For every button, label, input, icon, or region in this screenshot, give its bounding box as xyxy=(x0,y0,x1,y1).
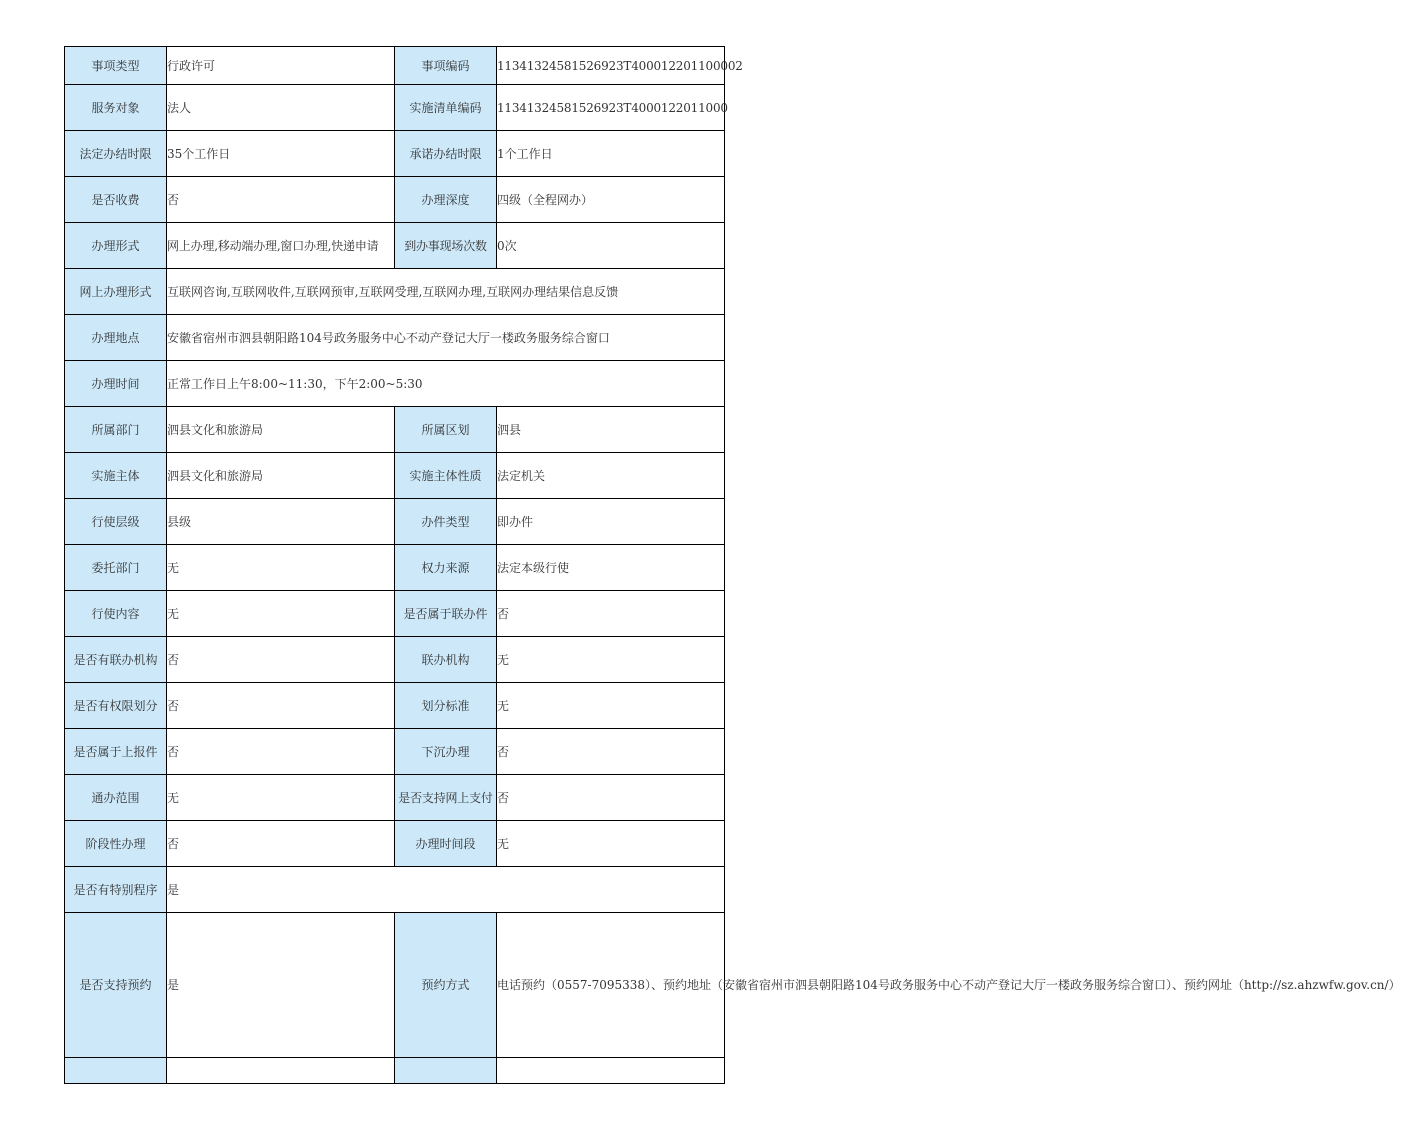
label-cell: 是否属于联办件 xyxy=(395,591,497,637)
value-cell: 正常工作日上午8:00~11:30，下午2:00~5:30 xyxy=(167,361,725,407)
label-cell: 阶段性办理 xyxy=(65,821,167,867)
value-cell: 行政许可 xyxy=(167,47,395,85)
table-row xyxy=(65,85,725,131)
value-cell: 11341324581526923T4000122011000 xyxy=(497,85,725,131)
value-cell: 泗县文化和旅游局 xyxy=(167,453,395,499)
table-row xyxy=(65,47,725,85)
label-cell: 承诺办结时限 xyxy=(395,131,497,177)
label-cell: 服务对象 xyxy=(65,85,167,131)
label-cell: 委托部门 xyxy=(65,545,167,591)
value-cell: 法定机关 xyxy=(497,453,725,499)
label-cell: 所属区划 xyxy=(395,407,497,453)
label-cell: 办理形式 xyxy=(65,223,167,269)
value-cell: 互联网咨询,互联网收件,互联网预审,互联网受理,互联网办理,互联网办理结果信息反馈 xyxy=(167,269,725,315)
value-cell: 县级 xyxy=(167,499,395,545)
value-cell: 否 xyxy=(167,821,395,867)
value-cell: 无 xyxy=(497,637,725,683)
label-cell xyxy=(65,1058,167,1084)
table-row xyxy=(65,545,725,591)
table-row xyxy=(65,499,725,545)
value-cell: 法人 xyxy=(167,85,395,131)
label-cell: 所属部门 xyxy=(65,407,167,453)
label-cell: 网上办理形式 xyxy=(65,269,167,315)
value-cell: 无 xyxy=(497,821,725,867)
value-cell: 即办件 xyxy=(497,499,725,545)
appointment-method-cell: 电话预约（0557-7095338）、预约地址（安徽省宿州市泗县朝阳路104号政务服务中心不动产登记大厅一楼政务服务综合窗口）、预约网址（http://sz.ahzwfw.gov.cn/） xyxy=(497,913,725,1058)
label-cell: 是否支持预约 xyxy=(65,913,167,1058)
value-cell: 1个工作日 xyxy=(497,131,725,177)
label-cell: 实施主体性质 xyxy=(395,453,497,499)
value-cell: 无 xyxy=(167,775,395,821)
table-row xyxy=(65,269,725,315)
table-row xyxy=(65,913,725,1058)
value-cell: 否 xyxy=(167,177,395,223)
label-cell: 法定办结时限 xyxy=(65,131,167,177)
label-cell: 办理地点 xyxy=(65,315,167,361)
value-cell: 否 xyxy=(497,591,725,637)
value-cell: 泗县 xyxy=(497,407,725,453)
table-row xyxy=(65,407,725,453)
table-row xyxy=(65,131,725,177)
label-cell: 事项编码 xyxy=(395,47,497,85)
label-cell: 联办机构 xyxy=(395,637,497,683)
label-cell: 通办范围 xyxy=(65,775,167,821)
label-cell: 到办事现场次数 xyxy=(395,223,497,269)
label-cell: 办件类型 xyxy=(395,499,497,545)
table-row xyxy=(65,821,725,867)
value-cell: 泗县文化和旅游局 xyxy=(167,407,395,453)
value-cell: 无 xyxy=(167,545,395,591)
label-cell: 是否收费 xyxy=(65,177,167,223)
table-row xyxy=(65,177,725,223)
table-row xyxy=(65,1058,725,1084)
value-cell: 否 xyxy=(167,729,395,775)
label-cell: 下沉办理 xyxy=(395,729,497,775)
label-cell: 行使内容 xyxy=(65,591,167,637)
value-cell: 安徽省宿州市泗县朝阳路104号政务服务中心不动产登记大厅一楼政务服务综合窗口 xyxy=(167,315,725,361)
label-cell: 办理深度 xyxy=(395,177,497,223)
label-cell: 办理时间段 xyxy=(395,821,497,867)
value-cell: 35个工作日 xyxy=(167,131,395,177)
value-cell: 否 xyxy=(167,637,395,683)
value-cell: 无 xyxy=(497,683,725,729)
label-cell: 实施清单编码 xyxy=(395,85,497,131)
value-cell: 无 xyxy=(167,591,395,637)
value-cell: 网上办理,移动端办理,窗口办理,快递申请 xyxy=(167,223,395,269)
value-cell: 11341324581526923T400012201100002 xyxy=(497,47,725,85)
value-cell: 法定本级行使 xyxy=(497,545,725,591)
table-row xyxy=(65,453,725,499)
label-cell: 是否有联办机构 xyxy=(65,637,167,683)
label-cell: 预约方式 xyxy=(395,913,497,1058)
label-cell: 是否有特别程序 xyxy=(65,867,167,913)
service-info-table xyxy=(64,46,1401,1084)
value-cell: 四级（全程网办） xyxy=(497,177,725,223)
label-cell: 实施主体 xyxy=(65,453,167,499)
table-row xyxy=(65,591,725,637)
table-row xyxy=(65,637,725,683)
value-cell: 否 xyxy=(497,729,725,775)
value-cell: 0次 xyxy=(497,223,725,269)
table-row xyxy=(65,361,725,407)
table-row xyxy=(65,867,725,913)
label-cell: 行使层级 xyxy=(65,499,167,545)
label-cell: 是否属于上报件 xyxy=(65,729,167,775)
value-cell xyxy=(167,1058,395,1084)
value-cell: 否 xyxy=(167,683,395,729)
table-row xyxy=(65,223,725,269)
label-cell: 事项类型 xyxy=(65,47,167,85)
value-cell xyxy=(497,1058,725,1084)
label-cell xyxy=(395,1058,497,1084)
label-cell: 是否支持网上支付 xyxy=(395,775,497,821)
label-cell: 是否有权限划分 xyxy=(65,683,167,729)
value-cell: 否 xyxy=(497,775,725,821)
table-row xyxy=(65,683,725,729)
label-cell: 权力来源 xyxy=(395,545,497,591)
table-row xyxy=(65,315,725,361)
label-cell: 划分标准 xyxy=(395,683,497,729)
table-row xyxy=(65,775,725,821)
table-row xyxy=(65,729,725,775)
value-cell: 是 xyxy=(167,913,395,1058)
label-cell: 办理时间 xyxy=(65,361,167,407)
value-cell: 是 xyxy=(167,867,725,913)
